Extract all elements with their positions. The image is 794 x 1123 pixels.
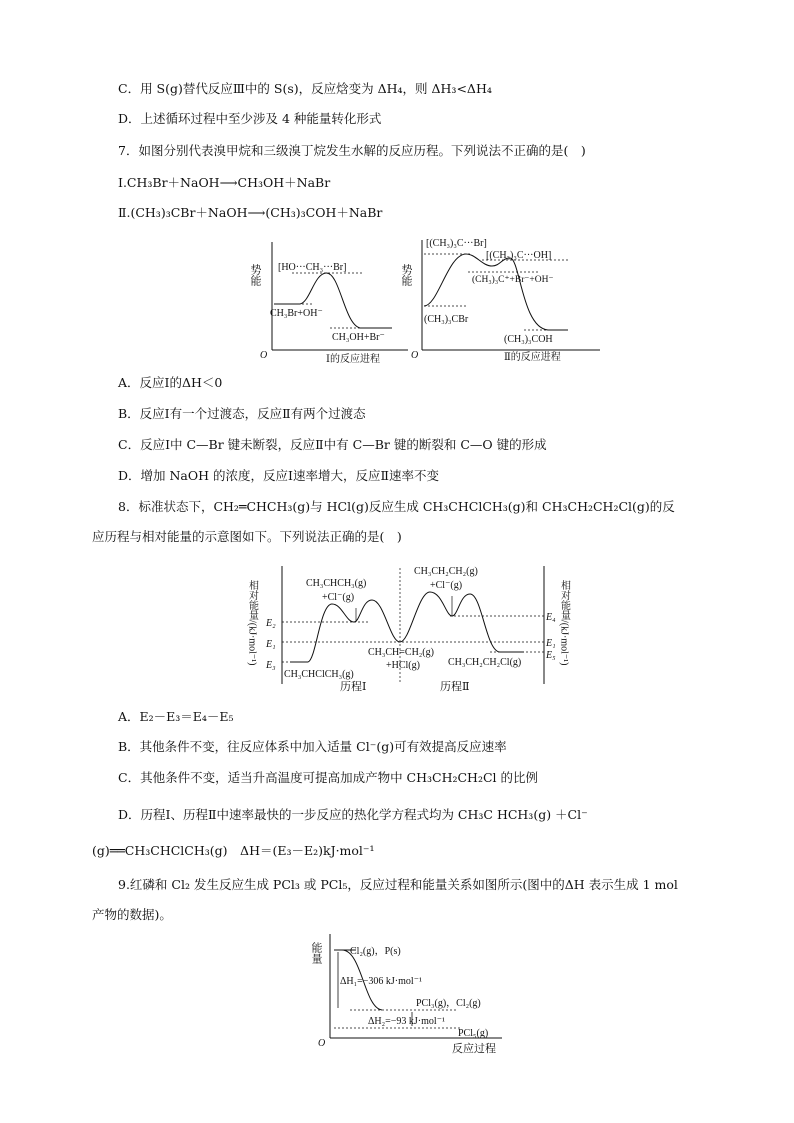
origin-label: O	[260, 350, 268, 361]
option-d-q8-1: D．历程Ⅰ、历程Ⅱ中速率最快的一步反应的热化学方程式均为 CH₃C HCH₃(g) ＋Cl⁻	[118, 807, 588, 822]
path-2-label: 历程Ⅱ	[440, 681, 470, 693]
top-level-label: Cl₂(g)，P(s)	[350, 946, 401, 957]
dh2-label: ΔH₂=−93 kJ·mol⁻¹	[368, 1016, 445, 1027]
x-axis-label: Ⅰ的反应进程	[326, 354, 380, 365]
option-c-q8: C．其他条件不变，适当升高温度可提高加成产物中 CH₃CH₂CH₂Cl 的比例	[118, 770, 539, 785]
svg-text:+HCl(g): +HCl(g)	[386, 660, 420, 671]
path-2-curve	[400, 592, 524, 652]
intermediate-1-label: CH₃CHCH₃(g)	[306, 578, 367, 589]
option-c-q7: C．反应Ⅰ中 C—Br 键未断裂，反应Ⅱ中有 C—Br 键的断裂和 C—O 键的形成	[118, 437, 547, 452]
origin-label: O	[411, 350, 419, 361]
question-9-stem-1: 9.红磷和 Cl₂ 发生反应生成 PCl₃ 或 PCl₅，反应过程和能量关系如图所示(图中的ΔH 表示生成 1 mol	[118, 877, 678, 892]
y-axis-label: 势能	[249, 264, 261, 286]
svg-text:E₁: E₁	[546, 638, 556, 649]
figure-phosphorus-energy	[312, 928, 512, 1060]
svg-text:+Cl⁻(g): +Cl⁻(g)	[322, 592, 355, 603]
reaction-1: Ⅰ.CH₃Br＋NaOH⟶CH₃OH＋NaBr	[118, 175, 331, 190]
svg-text:E₂: E₂	[266, 618, 276, 629]
figure-reaction-2	[400, 232, 604, 366]
y-axis-label: 能量	[310, 942, 322, 964]
svg-text:E₄: E₄	[546, 612, 556, 623]
product-label: CH₃OH+Br⁻	[332, 332, 385, 343]
svg-text:E₃: E₃	[266, 660, 276, 671]
svg-text:+Cl⁻(g): +Cl⁻(g)	[430, 580, 463, 591]
option-b-q8: B．其他条件不变，往反应体系中加入适量 Cl⁻(g)可有效提高反应速率	[118, 739, 507, 754]
dh1-label: ΔH₁=−306 kJ·mol⁻¹	[340, 976, 422, 987]
origin-label: O	[318, 1038, 326, 1049]
intermediate-label: (CH₃)₃C⁺+Br⁻+OH⁻	[472, 275, 554, 285]
x-axis-label: 反应过程	[452, 1043, 496, 1055]
right-axis-label: 相对能量/(kJ·mol⁻¹)	[558, 580, 570, 666]
mid-level-label: PCl₃(g)，Cl₂(g)	[416, 998, 481, 1009]
product-2-label: CH₃CH₂CH₂Cl(g)	[448, 657, 522, 668]
option-d-q8-2: (g)══CH₃CHClCH₃(g) ΔH＝(E₃－E₂)kJ·mol⁻¹	[92, 843, 375, 858]
figure-reaction-1	[249, 236, 412, 366]
y-axis-label: 势能	[400, 264, 412, 286]
product-label: (CH₃)₃COH	[504, 334, 553, 345]
option-b-q7: B．反应Ⅰ有一个过渡态，反应Ⅱ有两个过渡态	[118, 406, 366, 421]
path-1-label: 历程Ⅰ	[340, 681, 367, 693]
x-axis-label: Ⅱ的反应进程	[504, 352, 561, 363]
question-8-stem-1: 8．标准状态下，CH₂═CHCH₃(g)与 HCl(g)反应生成 CH₃CHClCH₃(g)和 CH₃CH₂CH₂Cl(g)的反	[118, 499, 675, 514]
energy-curve	[274, 273, 392, 328]
bottom-level-label: PCl₅(g)	[458, 1028, 489, 1039]
left-axis-label: 相对能量/(kJ·mol⁻¹)	[246, 580, 258, 666]
intermediate-2-label: CH₃CH₂CH₂(g)	[414, 566, 478, 577]
svg-text:E₅: E₅	[546, 650, 556, 661]
reactant-label: CH₃Br+OH⁻	[270, 308, 323, 319]
svg-text:E₁: E₁	[266, 639, 276, 650]
reactant-label: CH₃CH=CH₂(g)	[368, 647, 434, 658]
option-a-q8: A．E₂－E₃＝E₄－E₅	[118, 709, 234, 724]
reaction-2: Ⅱ.(CH₃)₃CBr＋NaOH⟶(CH₃)₃COH＋NaBr	[118, 205, 383, 220]
figure-energy-paths	[246, 560, 580, 696]
option-d-q7: D．增加 NaOH 的浓度，反应Ⅰ速率增大，反应Ⅱ速率不变	[118, 468, 439, 483]
product-1-label: CH₃CHClCH₃(g)	[284, 669, 354, 680]
transition-state-1-label: [(CH₃)₃C···Br]	[426, 238, 487, 249]
option-d-q6: D．上述循环过程中至少涉及 4 种能量转化形式	[118, 111, 382, 126]
question-9-stem-2: 产物的数据)。	[92, 907, 172, 922]
reactant-label: (CH₃)₃CBr	[424, 314, 469, 325]
question-7-stem: 7．如图分别代表溴甲烷和三级溴丁烷发生水解的反应历程。下列说法不正确的是( )	[118, 143, 586, 158]
question-8-stem-2: 应历程与相对能量的示意图如下。下列说法正确的是( )	[92, 529, 402, 544]
option-c-q6: C．用 S(g)替代反应Ⅲ中的 S(s)，反应焓变为 ΔH₄，则 ΔH₃<ΔH₄	[118, 81, 492, 96]
transition-state-label: [HO···CH₃···Br]	[278, 262, 347, 273]
option-a-q7: A．反应Ⅰ的ΔH＜0	[118, 375, 223, 390]
transition-state-2-label: [(CH₃)₃C···OH]	[486, 250, 552, 261]
